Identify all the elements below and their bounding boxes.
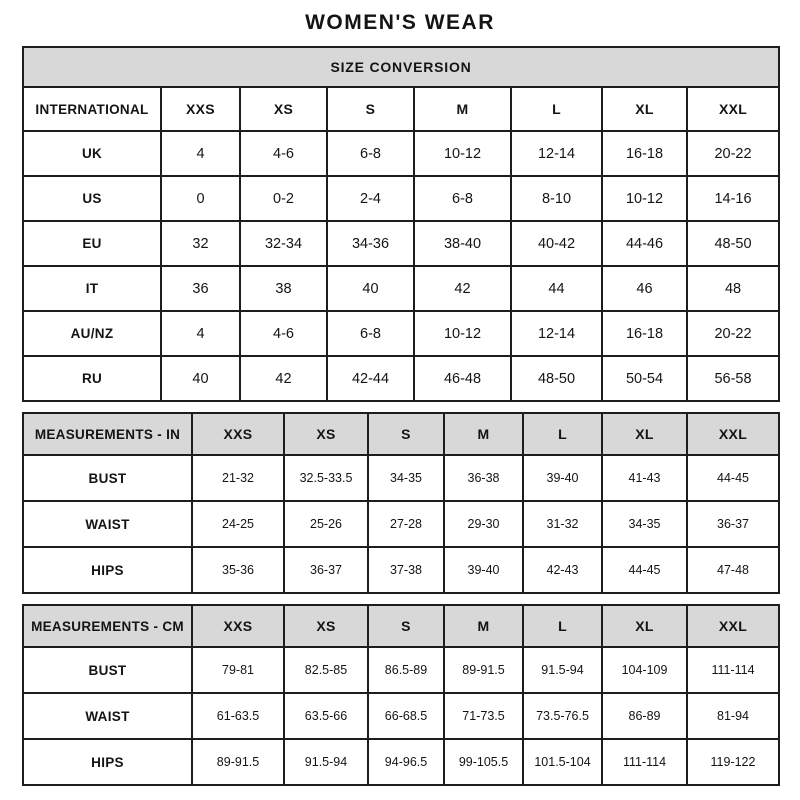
table-row-hips-cm	[23, 739, 779, 785]
table-row-us	[23, 176, 779, 221]
table-row-waist-in	[23, 501, 779, 547]
row-label: IT	[23, 266, 161, 311]
size-value-cell: 10-12	[414, 311, 511, 356]
size-value-cell: 10-12	[602, 176, 687, 221]
size-value-cell: 50-54	[602, 356, 687, 401]
measurement-value-cell: 44-45	[687, 455, 779, 501]
size-value-cell: 42	[414, 266, 511, 311]
size-value-cell: 16-18	[602, 131, 687, 176]
table-row-waist-cm	[23, 693, 779, 739]
measurements-in-table	[22, 412, 780, 594]
page-title: WOMEN'S WEAR	[305, 11, 495, 34]
column-header-l: L	[511, 87, 602, 131]
measurement-value-cell: 91.5-94	[523, 647, 602, 693]
measurement-value-cell: 36-37	[284, 547, 368, 593]
measurement-value-cell: 86.5-89	[368, 647, 444, 693]
column-header-l: L	[523, 605, 602, 647]
measurement-value-cell: 91.5-94	[284, 739, 368, 785]
size-value-cell: 44-46	[602, 221, 687, 266]
row-label: WAIST	[23, 693, 192, 739]
size-value-cell: 36	[161, 266, 240, 311]
measurement-value-cell: 71-73.5	[444, 693, 523, 739]
size-value-cell: 32-34	[240, 221, 327, 266]
row-label: BUST	[23, 455, 192, 501]
size-value-cell: 20-22	[687, 311, 779, 356]
size-value-cell: 0	[161, 176, 240, 221]
column-header-xs: XS	[240, 87, 327, 131]
column-header-s: S	[368, 605, 444, 647]
column-header-xxs: XXS	[161, 87, 240, 131]
size-conversion-table	[22, 46, 780, 402]
column-header-xxs: XXS	[192, 413, 284, 455]
measurements-in-caption: MEASUREMENTS - IN	[23, 413, 192, 455]
measurement-value-cell: 34-35	[602, 501, 687, 547]
column-header-l: L	[523, 413, 602, 455]
size-value-cell: 4	[161, 131, 240, 176]
measurement-value-cell: 99-105.5	[444, 739, 523, 785]
size-value-cell: 0-2	[240, 176, 327, 221]
table-row-ru	[23, 356, 779, 401]
row-label: UK	[23, 131, 161, 176]
measurement-value-cell: 82.5-85	[284, 647, 368, 693]
measurement-value-cell: 25-26	[284, 501, 368, 547]
measurement-value-cell: 81-94	[687, 693, 779, 739]
size-value-cell: 8-10	[511, 176, 602, 221]
size-value-cell: 38-40	[414, 221, 511, 266]
size-value-cell: 40	[161, 356, 240, 401]
measurement-value-cell: 111-114	[687, 647, 779, 693]
measurements-cm-caption: MEASUREMENTS - CM	[23, 605, 192, 647]
size-value-cell: 32	[161, 221, 240, 266]
measurement-value-cell: 31-32	[523, 501, 602, 547]
measurement-value-cell: 104-109	[602, 647, 687, 693]
measurements-cm-table	[22, 604, 780, 786]
table-row-aunz	[23, 311, 779, 356]
column-header-xl: XL	[602, 605, 687, 647]
measurement-value-cell: 27-28	[368, 501, 444, 547]
column-header-xxs: XXS	[192, 605, 284, 647]
row-label: EU	[23, 221, 161, 266]
measurement-value-cell: 47-48	[687, 547, 779, 593]
measurement-value-cell: 36-38	[444, 455, 523, 501]
measurement-value-cell: 24-25	[192, 501, 284, 547]
size-value-cell: 48-50	[511, 356, 602, 401]
size-value-cell: 4-6	[240, 131, 327, 176]
column-header-international: INTERNATIONAL	[23, 87, 161, 131]
column-header-s: S	[327, 87, 414, 131]
measurement-value-cell: 21-32	[192, 455, 284, 501]
column-header-xl: XL	[602, 413, 687, 455]
size-value-cell: 14-16	[687, 176, 779, 221]
size-value-cell: 40-42	[511, 221, 602, 266]
measurement-value-cell: 119-122	[687, 739, 779, 785]
size-value-cell: 42	[240, 356, 327, 401]
column-header-xs: XS	[284, 413, 368, 455]
size-value-cell: 46	[602, 266, 687, 311]
size-value-cell: 34-36	[327, 221, 414, 266]
measurement-value-cell: 41-43	[602, 455, 687, 501]
row-label: US	[23, 176, 161, 221]
size-value-cell: 6-8	[327, 131, 414, 176]
column-header-m: M	[414, 87, 511, 131]
row-label: HIPS	[23, 739, 192, 785]
table-row-bust-in	[23, 455, 779, 501]
size-value-cell: 10-12	[414, 131, 511, 176]
column-header-s: S	[368, 413, 444, 455]
measurement-value-cell: 29-30	[444, 501, 523, 547]
table-header-row	[23, 87, 779, 131]
size-value-cell: 6-8	[414, 176, 511, 221]
measurement-value-cell: 89-91.5	[444, 647, 523, 693]
size-value-cell: 40	[327, 266, 414, 311]
table-row-bust-cm	[23, 647, 779, 693]
size-value-cell: 38	[240, 266, 327, 311]
row-label: HIPS	[23, 547, 192, 593]
column-header-m: M	[444, 605, 523, 647]
size-value-cell: 12-14	[511, 131, 602, 176]
size-value-cell: 16-18	[602, 311, 687, 356]
size-value-cell: 12-14	[511, 311, 602, 356]
size-value-cell: 42-44	[327, 356, 414, 401]
size-value-cell: 20-22	[687, 131, 779, 176]
row-label: AU/NZ	[23, 311, 161, 356]
row-label: RU	[23, 356, 161, 401]
measurement-value-cell: 63.5-66	[284, 693, 368, 739]
measurement-value-cell: 44-45	[602, 547, 687, 593]
size-value-cell: 48-50	[687, 221, 779, 266]
column-header-xxl: XXL	[687, 413, 779, 455]
measurement-value-cell: 111-114	[602, 739, 687, 785]
table-row-hips-in	[23, 547, 779, 593]
column-header-m: M	[444, 413, 523, 455]
table-row-uk	[23, 131, 779, 176]
measurement-value-cell: 36-37	[687, 501, 779, 547]
table-header-row	[23, 605, 779, 647]
size-conversion-caption: SIZE CONVERSION	[23, 47, 779, 87]
measurement-value-cell: 89-91.5	[192, 739, 284, 785]
column-header-xxl: XXL	[687, 87, 779, 131]
table-row-eu	[23, 221, 779, 266]
measurement-value-cell: 73.5-76.5	[523, 693, 602, 739]
size-value-cell: 6-8	[327, 311, 414, 356]
measurement-value-cell: 66-68.5	[368, 693, 444, 739]
size-value-cell: 46-48	[414, 356, 511, 401]
measurement-value-cell: 61-63.5	[192, 693, 284, 739]
measurement-value-cell: 39-40	[523, 455, 602, 501]
column-header-xl: XL	[602, 87, 687, 131]
row-label: WAIST	[23, 501, 192, 547]
size-value-cell: 2-4	[327, 176, 414, 221]
size-value-cell: 44	[511, 266, 602, 311]
measurement-value-cell: 101.5-104	[523, 739, 602, 785]
column-header-xs: XS	[284, 605, 368, 647]
table-row-it	[23, 266, 779, 311]
measurement-value-cell: 35-36	[192, 547, 284, 593]
size-value-cell: 4	[161, 311, 240, 356]
measurement-value-cell: 94-96.5	[368, 739, 444, 785]
measurement-value-cell: 37-38	[368, 547, 444, 593]
column-header-xxl: XXL	[687, 605, 779, 647]
measurement-value-cell: 86-89	[602, 693, 687, 739]
table-caption-row	[23, 47, 779, 87]
measurement-value-cell: 42-43	[523, 547, 602, 593]
size-value-cell: 56-58	[687, 356, 779, 401]
measurement-value-cell: 39-40	[444, 547, 523, 593]
row-label: BUST	[23, 647, 192, 693]
measurement-value-cell: 79-81	[192, 647, 284, 693]
measurement-value-cell: 32.5-33.5	[284, 455, 368, 501]
size-value-cell: 48	[687, 266, 779, 311]
measurement-value-cell: 34-35	[368, 455, 444, 501]
table-header-row	[23, 413, 779, 455]
size-value-cell: 4-6	[240, 311, 327, 356]
